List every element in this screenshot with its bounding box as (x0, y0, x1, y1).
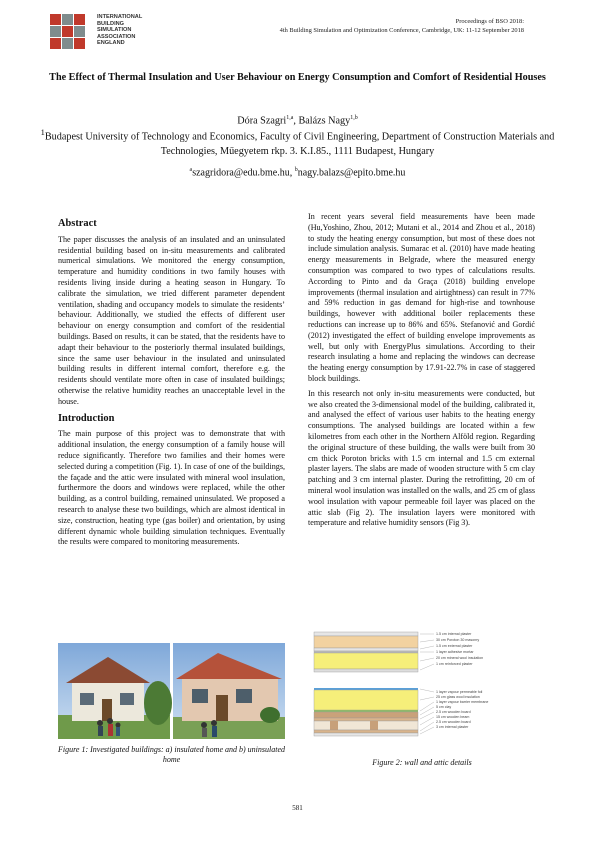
figure-2-caption: Figure 2: wall and attic details (372, 758, 472, 767)
logo-square-icon (74, 38, 85, 49)
abstract-text: The paper discusses the analysis of an insulated and an uninsulated residential building based on in-situ measurements and calibrated numerical simulations. We monitored the energy consumption, temperature and humidity conditions in two family houses with residents living inside during a heating season in Hungary. To calibrate the simulation, we tried different parameter dependent ventilation, shading and occupancy models to simulate the residents’ behaviour. Additionally, we studied the effects of different user behaviour on energy consumption and comfort of the residential buildings. Based on results, it can be stated, that the residents have to adapt their behaviour to the posteriorly thermal insulated buildings, since the same user behaviour in the insulated and uninsulated building results in different internal comfort, therefore e.g. the residents should ventilate more often in case of insulated buildings; otherwise the relative humidity reaches an unacceptable level in the house. (58, 234, 285, 406)
wall-attic-section-diagram (310, 630, 534, 754)
wall-layer-label: 1.5 cm internal plaster (436, 632, 472, 636)
email-b[interactable]: nagy.balazs@epito.bme.hu (297, 167, 406, 179)
logo-square-icon (50, 26, 61, 37)
proceedings-header (280, 17, 524, 35)
attic-layer-label: 5 cm clay (436, 705, 452, 709)
right-paragraph-1: In recent years several field measurements have been made (Hu,Yoshino, Zhou, 2012; Mutani et al., 2014 and Zhou et al., 2018) to study the heating energy consumption, but most of these does not include simulation analysis. Sumarac et al. (2010) have made heating energy measurements in Belgrade, where the measured energy consumption was compared to two types of calculations results. According to Pinto and da Graça (2018) building envelope improvements (thermal insulation and airtightness) can result in 77% and 59% reduction in gas demand for high-rise and townhouse buildings, however with additional boiler replacements these reductions can increase up to 86% and 65%. Stefanović and Gordić (2012) investigated the effect of building envelope improvements as well, but only with EnergyPlus simulations. According to their research insulating a home and replacing the windows can decrease the heating energy consumption by 17.91-22.7% in case of staggered block buildings. (308, 212, 535, 383)
wall-layer-label: 20 cm mineral wool insulation (436, 656, 484, 660)
wall-layer-label: 1 cm reinforced plaster (436, 662, 473, 666)
affiliation-sup: 1 (40, 127, 45, 137)
email-a-sup: a (189, 167, 193, 173)
logo-square-icon (50, 38, 61, 49)
attic-layer-label: 2.5 cm wooden board (436, 710, 471, 714)
figure-1-photos (58, 643, 285, 739)
proceedings-line1: Proceedings of BSO 2018: (455, 18, 524, 25)
logo-square-icon (50, 14, 61, 25)
attic-layer-label: 15 cm wooden beam (436, 715, 470, 719)
wall-layer-label: 1 layer adhesive mortar (436, 650, 474, 654)
paper-title: The Effect of Thermal Insulation and User Behaviour on Energy Consumption and Comfort of Residential Houses (49, 72, 546, 83)
right-paragraph-2: In this research not only in-situ measurements were conducted, but we also created the 3-dimensional model of the building, calibrated it, and analysed the effect of various user habits to the heating energy consumptions. The analysed buildings are located within a few kilometres from each other in the Northern Alföld region. Regarding the original structure of these building, the walls were built from 30 cm thick Poroton bricks with 1.5 cm internal and 1.5 cm external plaster layers. The slabs are made of wooden structure with 5 cm clay patching and 3 cm internal plaster. During the retrofitting, 20 cm of mineral wool insulation was installed on the walls, and 25 cm of glass wool insulation with vapour permeable foil layer was placed on the attic slab (Fig 2). The insulation layers were monitored with temperature and relative humidity sensors (Fig 3). (308, 388, 535, 528)
attic-layer-label: 25 cm glass wool insulation (436, 695, 480, 699)
affiliation-text: Budapest University of Technology and Economics, Faculty of Civil Engineering, Department of Construction Materials and Technologies, Műegyetem rkp. 3. K.I.85., 1111 Budapest, Hungary (44, 131, 555, 157)
attic-layer-label: 3 cm internal plaster (436, 725, 469, 729)
logo-square-icon (62, 26, 73, 37)
email-sep: , (289, 167, 295, 179)
proceedings-line2: 4th Building Simulation and Optimization Conference, Cambridge, UK: 11-12 September 2018 (279, 27, 524, 34)
email-b-sup: b (294, 167, 298, 173)
right-column (308, 212, 535, 531)
attic-layer-label: 1 layer vapour permeable foil (436, 690, 483, 694)
author-sep: , (293, 115, 299, 127)
wall-layer-label: 1.5 cm external plaster (436, 644, 473, 648)
logo-square-icon (62, 38, 73, 49)
email-a[interactable]: szagridora@edu.bme.hu (192, 167, 290, 179)
building-photos-image (58, 643, 285, 739)
author-2: Balázs Nagy (298, 115, 351, 127)
logo-square-icon (62, 14, 73, 25)
logo-square-icon (74, 26, 85, 37)
author-2-sup: 1,b (350, 115, 358, 121)
iba-logo (50, 14, 143, 52)
emails (40, 167, 555, 178)
author-1: Dóra Szagri (237, 115, 287, 127)
left-column (58, 219, 285, 550)
attic-layer-label: 1 layer vapour barrier membrane (436, 700, 489, 704)
introduction-heading: Introduction (58, 412, 115, 424)
introduction-text: The main purpose of this project was to demonstrate that with additional insulation, the energy consumption of a family house will reduce significantly. Therefore two families and their homes were selected during a competition (Fig. 1). In case of one of the buildings, the façade and the attic were insulated with mineral wool insulation, furthermore the doors and windows were replaced, while the other building, as a control building, remained uninsulated. We proposed a research to analyse these two buildings, which are almost identical in size, construction, heating type (gas boiler) and orientation, by using different dynamic whole building simulation techniques. Eventually the results were compared to monitoring measurements. (58, 429, 285, 547)
author-1-sup: 1,a (286, 115, 294, 121)
wall-layer-label: 30 cm Poroton 30 masonry (436, 638, 480, 642)
attic-layer-label: 2.5 cm wooden board (436, 720, 471, 724)
figure-2-details (310, 630, 534, 754)
logo-square-icon (74, 14, 85, 25)
affiliation (40, 125, 555, 159)
logo-text: INTERNATIONAL BUILDING SIMULATION ASSOCIATION ENGLAND (97, 14, 143, 47)
figure-1-caption: Figure 1: Investigated buildings: a) insulated home and b) uninsulated home (58, 745, 286, 764)
page-number: 581 (292, 804, 303, 812)
abstract-heading: Abstract (58, 218, 97, 229)
